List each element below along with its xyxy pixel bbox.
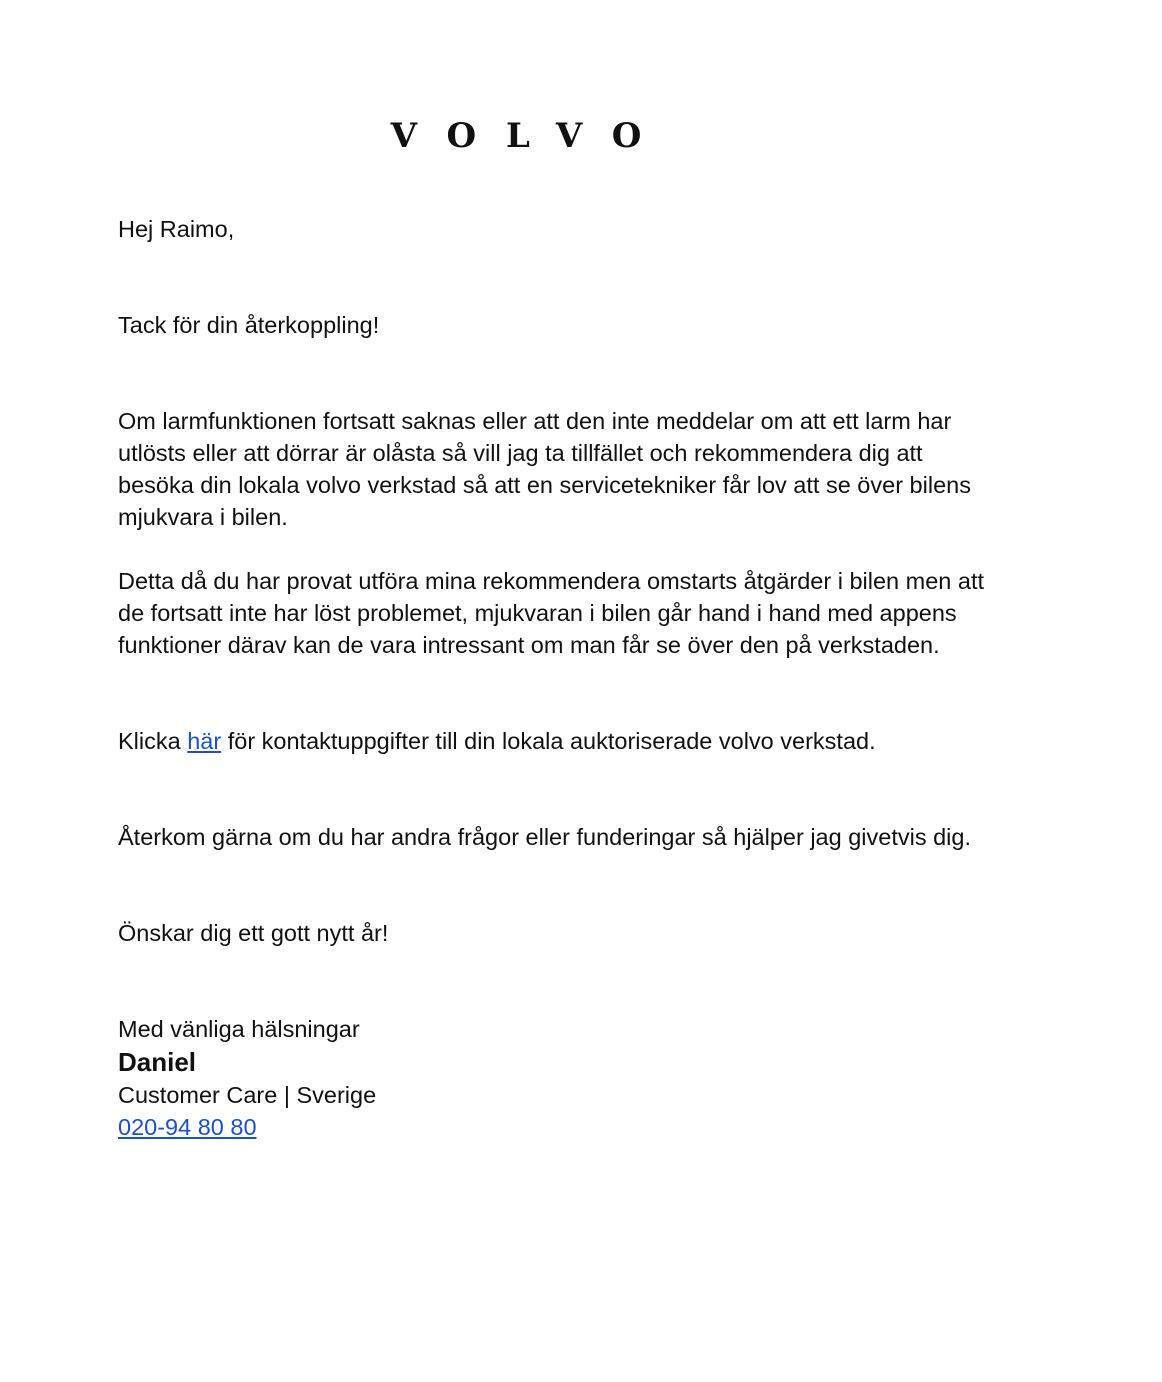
contact-workshop-line — [118, 725, 998, 757]
paragraph-restart: Detta då du har provat utföra mina rekommendera omstarts åtgärder i bilen men att de fortsatt inte har löst problemet, mjukvaran i bilen går hand i hand med appens funktioner därav kan de vara intressant om man får se över den på verkstaden. — [118, 568, 985, 658]
phone-link[interactable]: 020-94 80 80 — [118, 1114, 257, 1140]
greeting: Hej Raimo, — [118, 216, 235, 242]
signature — [118, 1013, 998, 1143]
logo-text: VOLVO — [390, 118, 672, 152]
signature-closing: Med vänliga hälsningar — [118, 1016, 360, 1042]
volvo-wordmark — [381, 118, 681, 152]
paragraph-alarm: Om larmfunktionen fortsatt saknas eller att den inte meddelar om att ett larm har utlösts eller att dörrar är olåsta så vill jag ta tillfället och rekommendera dig att besöka din lokala volvo verkstad så att en servicetekniker får lov att se över bilens mjukvara i bilen. — [118, 408, 971, 530]
workshop-contact-link[interactable]: här — [187, 728, 222, 754]
click-prefix: Klicka — [118, 728, 188, 754]
email-body — [118, 213, 998, 1143]
click-suffix: för kontaktuppgifter till din lokala auktoriserade volvo verkstad. — [221, 728, 876, 754]
signature-name: Daniel — [118, 1047, 197, 1077]
followup-line: Återkom gärna om du har andra frågor eller funderingar så hjälper jag givetvis dig. — [118, 824, 971, 850]
volvo-logo — [381, 118, 681, 152]
thanks-line: Tack för din återkoppling! — [118, 312, 380, 338]
signature-title: Customer Care | Sverige — [118, 1082, 377, 1108]
new-year-wish: Önskar dig ett gott nytt år! — [118, 920, 389, 946]
